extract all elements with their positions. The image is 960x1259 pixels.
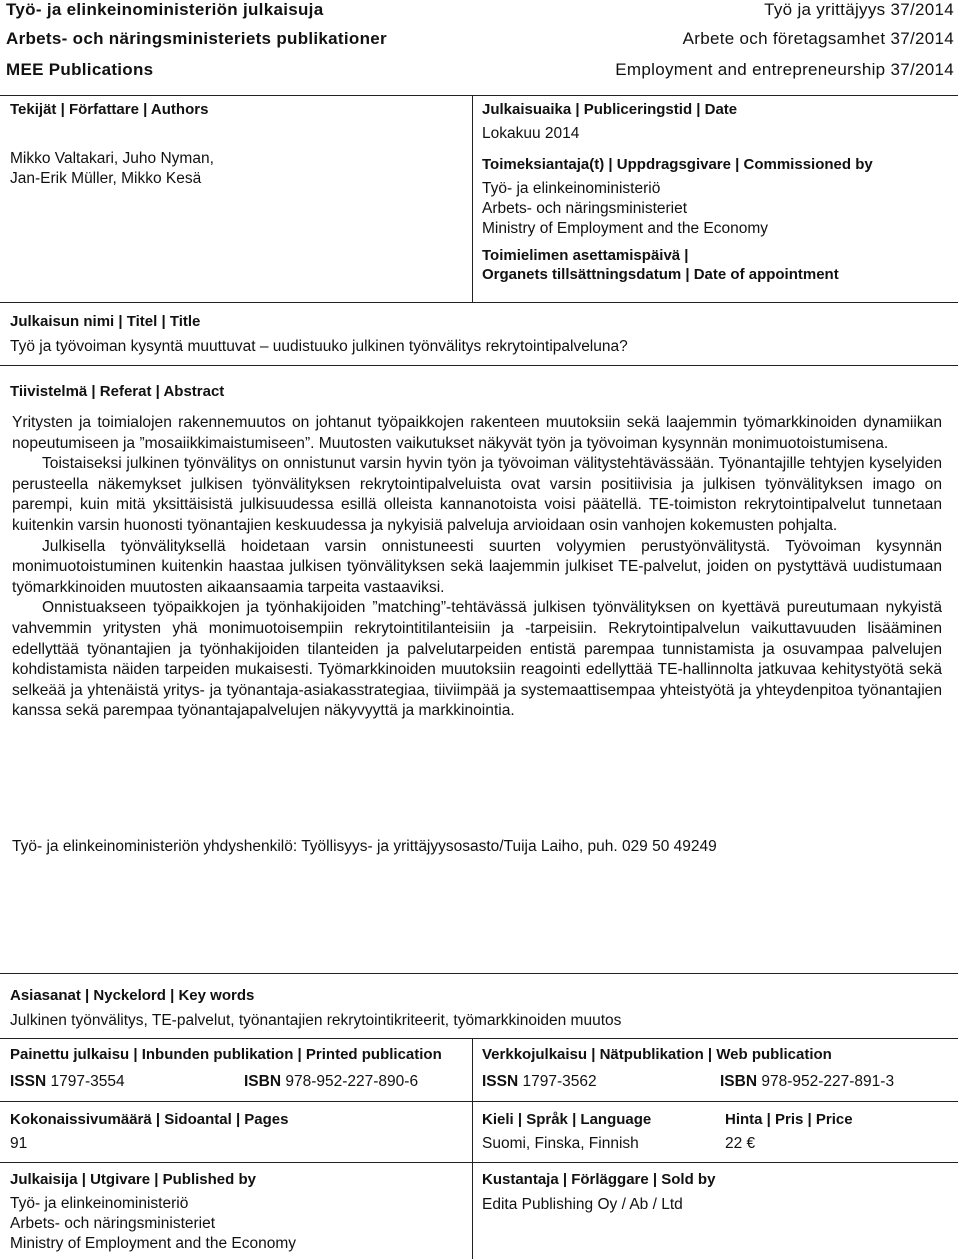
printed-issn-label: ISSN xyxy=(10,1073,47,1090)
abstract-body xyxy=(12,413,942,722)
publisher-line-3: Ministry of Employment and the Economy xyxy=(10,1235,297,1252)
web-isbn-label: ISBN xyxy=(720,1073,758,1090)
abstract-label: Tiivistelmä | Referat | Abstract xyxy=(10,383,225,400)
date-label: Julkaisuaika | Publiceringstid | Date xyxy=(482,101,738,118)
meta-divider xyxy=(472,95,473,302)
series-number-fi: Työ ja yrittäjyys 37/2014 xyxy=(764,0,954,19)
publication-title: Työ ja työvoiman kysyntä muuttuvat – uudistuuko julkinen työnvälitys rekrytointipalveluna? xyxy=(10,338,628,355)
series-title-sv: Arbets- och näringsministeriets publikationer xyxy=(6,29,387,48)
series-title-en: MEE Publications xyxy=(6,60,154,79)
commissioned-line-2: Arbets- och näringsministeriet xyxy=(482,200,688,217)
pages-rule xyxy=(0,1101,958,1102)
printed-isbn xyxy=(244,1073,418,1091)
date-value: Lokakuu 2014 xyxy=(482,125,580,142)
authors-line-2: Jan-Erik Müller, Mikko Kesä xyxy=(10,170,202,187)
series-number-en: Employment and entrepreneurship 37/2014 xyxy=(615,60,954,79)
publisher-line-2: Arbets- och näringsministeriet xyxy=(10,1215,216,1232)
sold-by-value: Edita Publishing Oy / Ab / Ltd xyxy=(482,1196,683,1213)
title-rule xyxy=(0,302,958,303)
keywords-label: Asiasanat | Nyckelord | Key words xyxy=(10,987,255,1004)
abstract-paragraph-1: Yritysten ja toimialojen rakennemuutos on johtanut työpaikkojen rakenteen muutoksiin sekä laajemmin työmarkkinoiden dynamiikan nopeutumiseen ja ”mosaiikkimaistumiseen”. Muutosten vaikutukset näkyvät työn ja työvoiman kysynnän monimuotoistumisena. xyxy=(12,414,942,452)
price-value: 22 € xyxy=(725,1135,756,1152)
series-number-sv: Arbete och företagsamhet 37/2014 xyxy=(682,29,954,48)
sold-by-label: Kustantaja | Förläggare | Sold by xyxy=(482,1171,716,1188)
keywords-rule xyxy=(0,973,958,974)
publisher-label: Julkaisija | Utgivare | Published by xyxy=(10,1171,256,1188)
commissioned-line-3: Ministry of Employment and the Economy xyxy=(482,220,769,237)
bottom-divider xyxy=(472,1038,473,1259)
authors-line-1: Mikko Valtakari, Juho Nyman, xyxy=(10,150,214,167)
abstract-paragraph-4: Onnistuakseen työpaikkojen ja työnhakijoiden ”matching”-tehtävässä julkisen työnvälityksen on kyettävä pureutumaan nykyistä vahvemmin yritysten yhä monimuotoisempiin rekrytointitilanteisiin ja -tarpeisiin. Rekrytointipalvelun vaikuttavuuden lisääminen edellyttää työnantajien ja työnhakijoiden tilanteiden ja palvelutarpeiden entistä parempaa tunnistamista ja osuvampaa palvelujen kohdistamista näiden tarpeiden mukaisesti. Työmarkkinoiden muutoksiin reagointi edellyttää TE-hallinnolta jatkuvaa kehitystyötä sekä selkeää ja yhtenäistä yritys- ja työnantaja-asiakasstrategiaa, tiiviimpää ja systemaattisempaa yhteistyötä ja yhteydenpitoa työnantajien kanssa sekä parempaa työnantajapalvelujen näkyvyyttä ja markkinointia. xyxy=(12,599,942,720)
abstract-paragraph-2: Toistaiseksi julkinen työnvälitys on onnistunut varsin hyvin työn ja työvoiman välitystehtävässään. Työnantajille tehtyjen kyselyiden perusteella näkemykset julkisen työnvälityksen rekrytointipalveluista ovat varsin positiivisia ja julkisen työnvälityksen imago on parempi, kuin mitä yksittäisistä julkisuudessa esillä olleista kannanotoista voisi päätellä. TE-toimiston rekrytointipalvelut tunnetaan kuitenkin varsin huonosti työnantajien keskuudessa ja nykyisiä palveluja arvioidaan osin vanhojen kokemusten pohjalta. xyxy=(12,455,942,534)
publisher-rule xyxy=(0,1162,958,1163)
commissioned-line-1: Työ- ja elinkeinoministeriö xyxy=(482,180,661,197)
abstract-rule xyxy=(0,365,958,366)
web-isbn xyxy=(720,1073,894,1091)
printed-issn xyxy=(10,1073,125,1091)
appointment-label-1: Toimielimen asettamispäivä | xyxy=(482,247,689,264)
appointment-label-2: Organets tillsättningsdatum | Date of appointment xyxy=(482,266,839,283)
web-issn xyxy=(482,1073,597,1091)
printed-issn-value: 1797-3554 xyxy=(50,1073,125,1090)
language-label: Kieli | Språk | Language xyxy=(482,1111,652,1128)
language-value: Suomi, Finska, Finnish xyxy=(482,1135,639,1152)
series-title-fi: Työ- ja elinkeinoministeriön julkaisuja xyxy=(6,0,324,19)
web-issn-value: 1797-3562 xyxy=(522,1073,597,1090)
pages-value: 91 xyxy=(10,1135,28,1152)
printed-isbn-value: 978-952-227-890-6 xyxy=(285,1073,419,1090)
abstract-paragraph-3: Julkisella työnvälityksellä hoidetaan varsin onnistuneesti suurten volyymien perustyönvälitystä. Työvoiman kysynnän monimuotoistuminen kuitenkin haastaa julkisen työnvälityksen sekä laajemmin julkiset TE-palvelut, joiden on pystyttävä uudistumaan työmarkkinoiden muutosten aikaansaamia tarpeita vastaaviksi. xyxy=(12,537,942,596)
title-label: Julkaisun nimi | Titel | Title xyxy=(10,313,201,330)
isbn-rule xyxy=(0,1038,958,1039)
web-label: Verkkojulkaisu | Nätpublikation | Web publication xyxy=(482,1046,832,1063)
commissioned-label: Toimeksiantaja(t) | Uppdragsgivare | Commissioned by xyxy=(482,156,873,173)
web-isbn-value: 978-952-227-891-3 xyxy=(761,1073,895,1090)
authors-label: Tekijät | Författare | Authors xyxy=(10,101,209,118)
price-label: Hinta | Pris | Price xyxy=(725,1111,853,1128)
keywords-value: Julkinen työnvälitys, TE-palvelut, työnantajien rekrytointikriteerit, työmarkkinoiden muutos xyxy=(10,1012,622,1029)
pages-label: Kokonaissivumäärä | Sidoantal | Pages xyxy=(10,1111,289,1128)
printed-label: Painettu julkaisu | Inbunden publikation | Printed publication xyxy=(10,1046,442,1063)
web-issn-label: ISSN xyxy=(482,1073,519,1090)
header-rule xyxy=(0,95,958,96)
contact-person: Työ- ja elinkeinoministeriön yhdyshenkilö: Työllisyys- ja yrittäjyysosasto/Tuija Laiho, puh. 029 50 49249 xyxy=(12,838,717,855)
printed-isbn-label: ISBN xyxy=(244,1073,282,1090)
publisher-line-1: Työ- ja elinkeinoministeriö xyxy=(10,1195,189,1212)
